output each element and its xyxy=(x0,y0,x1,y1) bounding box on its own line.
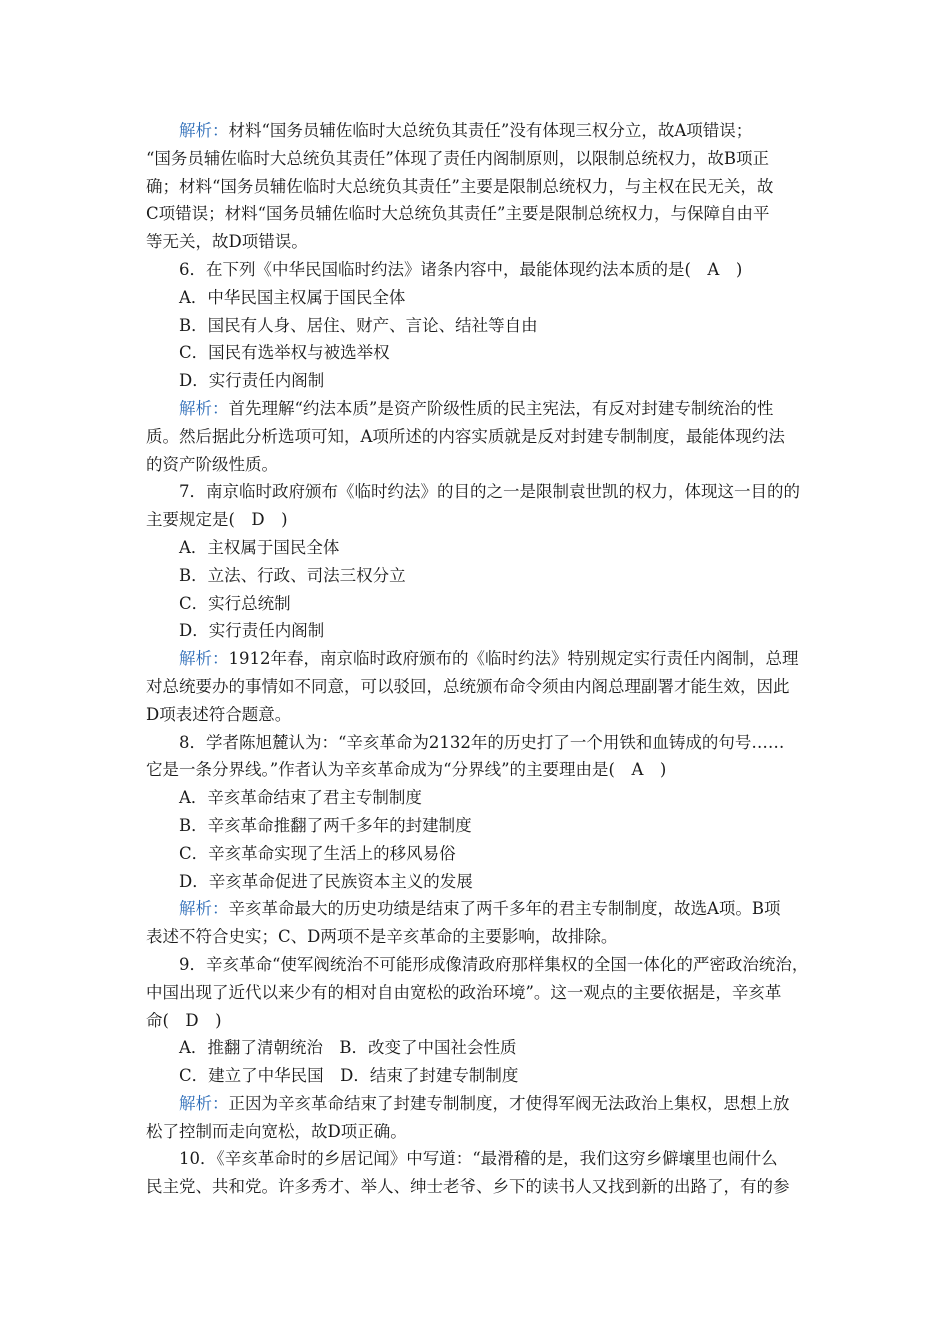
analysis-text: “国务员辅佐临时大总统负其责任”体现了责任内阁制原则，以限制总统权力，故B项正 xyxy=(146,148,769,168)
analysis-label: 解析： xyxy=(179,649,229,669)
question-stem-line: 中国出现了近代以来少有的相对自由宽松的政治环境”。这一观点的主要依据是，辛亥革 xyxy=(146,982,782,1002)
analysis-line xyxy=(146,173,816,201)
analysis-text: 正因为辛亥革命结束了封建专制制度，才使得军阀无法政治上集权，思想上放 xyxy=(228,1093,790,1113)
answer-option: D．实行责任内阁制 xyxy=(179,621,325,641)
answer-option: D．实行责任内阁制 xyxy=(179,371,325,391)
analysis-line xyxy=(146,701,816,729)
analysis-line xyxy=(146,395,816,423)
analysis-label: 解析： xyxy=(179,398,229,418)
analysis-label: 解析： xyxy=(179,1093,229,1113)
analysis-line xyxy=(146,451,816,479)
question-stem-line: 民主党、共和党。许多秀才、举人、绅士老爷、乡下的读书人又找到新的出路了，有的参 xyxy=(146,1177,790,1197)
analysis-text: 确；材料“国务员辅佐临时大总统负其责任”主要是限制总统权力，与主权在民无关，故 xyxy=(146,176,774,196)
analysis-text: D项表述符合题意。 xyxy=(146,704,292,724)
analysis-line xyxy=(146,895,816,923)
question-stem-line: 主要规定是( D ) xyxy=(146,510,288,530)
analysis-line xyxy=(146,117,816,145)
question-stem-line: 9．辛亥革命“使军阀统治不可能形成像清政府那样集权的全国一体化的严密政治统治， xyxy=(179,954,809,974)
analysis-label: 解析： xyxy=(179,899,229,919)
analysis-text: 1912年春，南京临时政府颁布的《临时约法》特别规定实行责任内阁制，总理 xyxy=(228,649,799,669)
analysis-text: 的资产阶级性质。 xyxy=(146,454,278,474)
question-stem-line: 它是一条分界线。”作者认为辛亥革命成为“分界线”的主要理由是( A ) xyxy=(146,760,667,780)
analysis-line xyxy=(146,645,816,673)
answer-option: C．建立了中华民国 D．结束了封建专制制度 xyxy=(179,1066,519,1086)
answer-option: C．国民有选举权与被选举权 xyxy=(179,343,390,363)
analysis-line xyxy=(146,1118,816,1146)
analysis-line xyxy=(146,200,816,228)
analysis-text: 辛亥革命最大的历史功绩是结束了两千多年的君主专制制度，故选A项。B项 xyxy=(228,899,781,919)
analysis-line xyxy=(146,228,816,256)
question-stem-line: 命( D ) xyxy=(146,1010,222,1030)
analysis-text: 质。然后据此分析选项可知，A项所述的内容实质就是反对封建专制制度，最能体现约法 xyxy=(146,426,785,446)
analysis-text: 材料“国务员辅佐临时大总统负其责任”没有体现三权分立，故A项错误； xyxy=(228,121,753,140)
analysis-line xyxy=(146,145,816,173)
analysis-line xyxy=(146,673,816,701)
answer-option: A．推翻了清朝统治 B．改变了中国社会性质 xyxy=(179,1038,517,1058)
answer-option: B．辛亥革命推翻了两千多年的封建制度 xyxy=(179,815,472,835)
analysis-text: 对总统要办的事情如不同意，可以驳回，总统颁布命令须由内阁总理副署才能生效，因此 xyxy=(146,676,790,696)
question-stem-line: 8．学者陈旭麓认为：“辛亥革命为2132年的历史打了一个用铁和血铸成的句号…… xyxy=(179,732,785,752)
analysis-line xyxy=(146,423,816,451)
analysis-text: 表述不符合史实；C、D两项不是辛亥革命的主要影响，故排除。 xyxy=(146,927,618,947)
question-stem-line: 10．《辛亥革命时的乡居记闻》中写道：“最滑稽的是，我们这穷乡僻壤里也闹什么 xyxy=(179,1149,778,1169)
question-stem-line: 7．南京临时政府颁布《临时约法》的目的之一是限制袁世凯的权力，体现这一目的的 xyxy=(179,482,800,502)
answer-option: C．实行总统制 xyxy=(179,593,291,613)
answer-option: C．辛亥革命实现了生活上的移风易俗 xyxy=(179,843,456,863)
analysis-line xyxy=(146,1090,816,1118)
document-body xyxy=(146,117,816,1201)
answer-option: B．立法、行政、司法三权分立 xyxy=(179,565,406,585)
answer-option: A．主权属于国民全体 xyxy=(179,537,340,557)
analysis-text: C项错误；材料“国务员辅佐临时大总统负其责任”主要是限制总统权力，与保障自由平 xyxy=(146,204,770,224)
analysis-line xyxy=(146,923,816,951)
answer-option: A．辛亥革命结束了君主专制制度 xyxy=(179,788,422,808)
analysis-text: 等无关，故D项错误。 xyxy=(146,232,308,252)
analysis-text: 松了控制而走向宽松，故D项正确。 xyxy=(146,1121,407,1141)
analysis-label: 解析： xyxy=(179,121,229,140)
answer-option: A．中华民国主权属于国民全体 xyxy=(179,287,406,307)
answer-option: B．国民有人身、居住、财产、言论、结社等自由 xyxy=(179,315,538,335)
answer-option: D．辛亥革命促进了民族资本主义的发展 xyxy=(179,871,473,891)
analysis-text: 首先理解“约法本质”是资产阶级性质的民主宪法，有反对封建专制统治的性 xyxy=(228,398,774,418)
question-stem-line: 6．在下列《中华民国临时约法》诸条内容中，最能体现约法本质的是( A ) xyxy=(179,259,743,279)
